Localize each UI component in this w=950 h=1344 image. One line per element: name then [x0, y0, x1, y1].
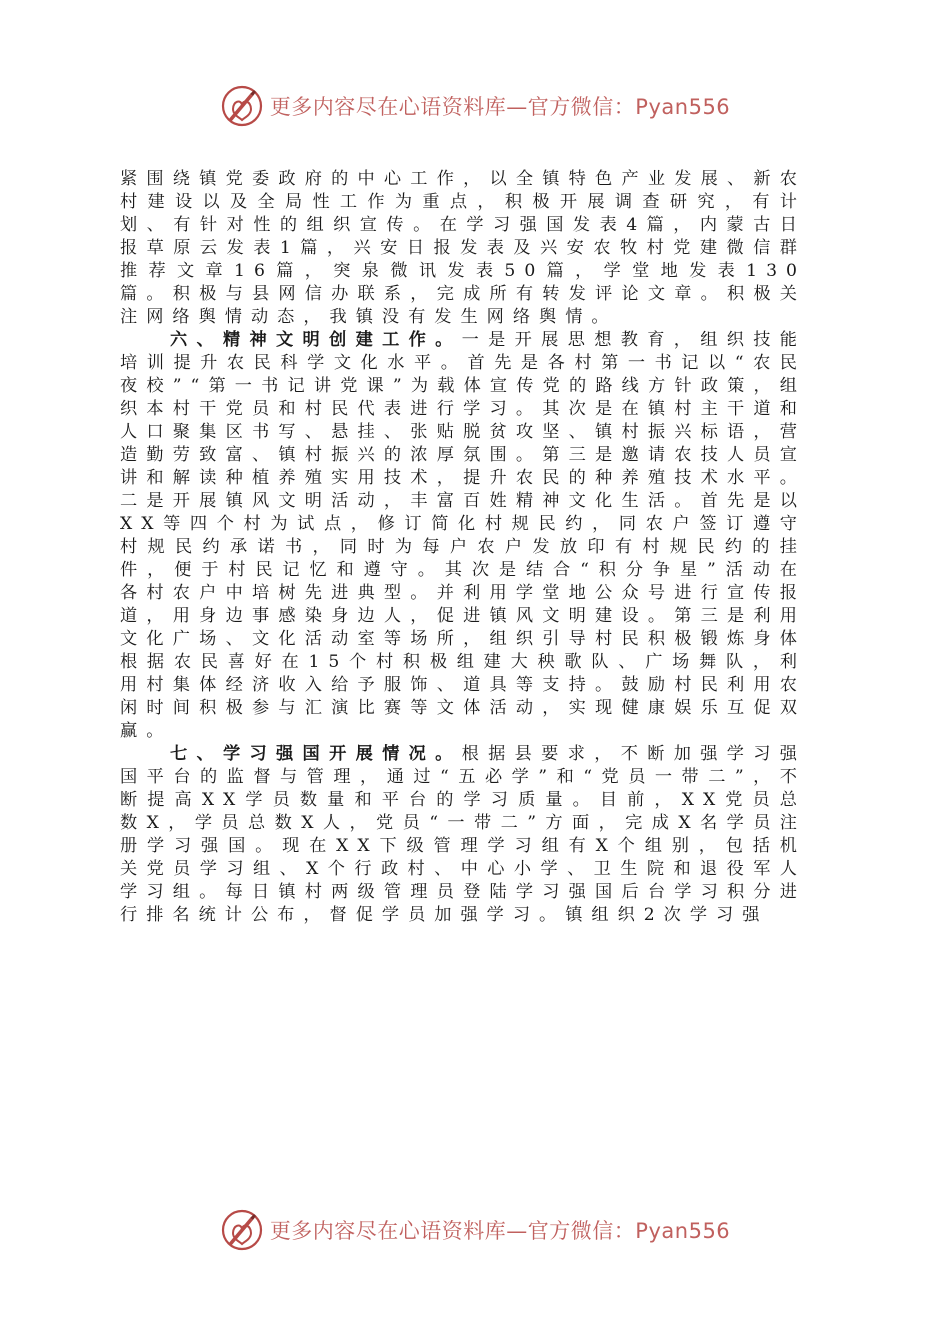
- paragraph-body: 紧围绕镇党委政府的中心工作，以全镇特色产业发展、新农村建设以及全局性工作为重点，积极开展调查研究，有计划、有针对性的组织宣传。在学习强国发表4篇，内蒙古日报草原云发表1篇，兴安日报发表及兴安农牧村党建微信群推荐文章16篇，突泉微讯发表50篇，学堂地发表130篇。积极与县网信办联系，完成所有转发评论文章。积极关注网络舆情动态，我镇没有发生网络舆情。: [120, 169, 806, 327]
- paragraph: [120, 168, 806, 329]
- watermark-text: 更多内容尽在心语资料库—官方微信：Pyan556: [269, 1219, 731, 1243]
- paragraph-body: 一是开展思想教育，组织技能培训提升农民科学文化水平。首先是各村第一书记以“农民夜校”“第一书记讲党课”为载体宣传党的路线方针政策，组织本村干党员和村民代表进行学习。其次是在镇村主干道和人口聚集区书写、悬挂、张贴脱贫攻坚、镇村振兴标语，营造勤劳致富、镇村振兴的浓厚氛围。第三是邀请农技人员宣讲和解读种植养殖实用技术，提升农民的种养殖技术水平。二是开展镇风文明活动，丰富百姓精神文化生活。首先是以XX等四个村为试点，修订简化村规民约，同农户签订遵守村规民约承诺书，同时为每户农户发放印有村规民约的挂件，便于村民记忆和遵守。其次是结合“积分争星”活动在各村农户中培树先进典型。并利用学堂地公众号进行宣传报道，用身边事感染身边人，促进镇风文明建设。第三是利用文化广场、文化活动室等场所，组织引导村民积极锻炼身体根据农民喜好在15个村积极组建大秧歌队、广场舞队，利用村集体经济收入给予服饰、道具等支持。鼓励村民利用农闲时间积极参与汇演比赛等文体活动，实现健康娱乐互促双赢。: [120, 330, 806, 741]
- watermark-banner-bottom: [0, 1206, 950, 1254]
- pen-heart-logo-icon: [220, 84, 264, 128]
- pen-heart-logo-icon: [220, 1208, 264, 1252]
- document-body: [120, 168, 806, 927]
- paragraph-body: 根据县要求，不断加强学习强国平台的监督与管理，通过“五必学”和“党员一带二”，不断提高XX学员数量和平台的学习质量。目前，XX党员总数X，学员总数X人，党员“一带二”方面，完成X名学员注册学习强国。现在XX下级管理学习组有X个组别，包括机关党员学习组、X个行政村、中心小学、卫生院和退役军人学习组。每日镇村两级管理员登陆学习强国后台学习积分进行排名统计公布，督促学员加强学习。镇组织2次学习强: [120, 744, 806, 925]
- paragraph: [120, 743, 806, 927]
- watermark-text: 更多内容尽在心语资料库—官方微信：Pyan556: [269, 95, 731, 119]
- section-heading: 六、精神文明创建工作。: [170, 330, 462, 350]
- paragraph: [120, 329, 806, 743]
- section-heading: 七、学习强国开展情况。: [170, 744, 462, 764]
- watermark-banner-top: [0, 82, 950, 130]
